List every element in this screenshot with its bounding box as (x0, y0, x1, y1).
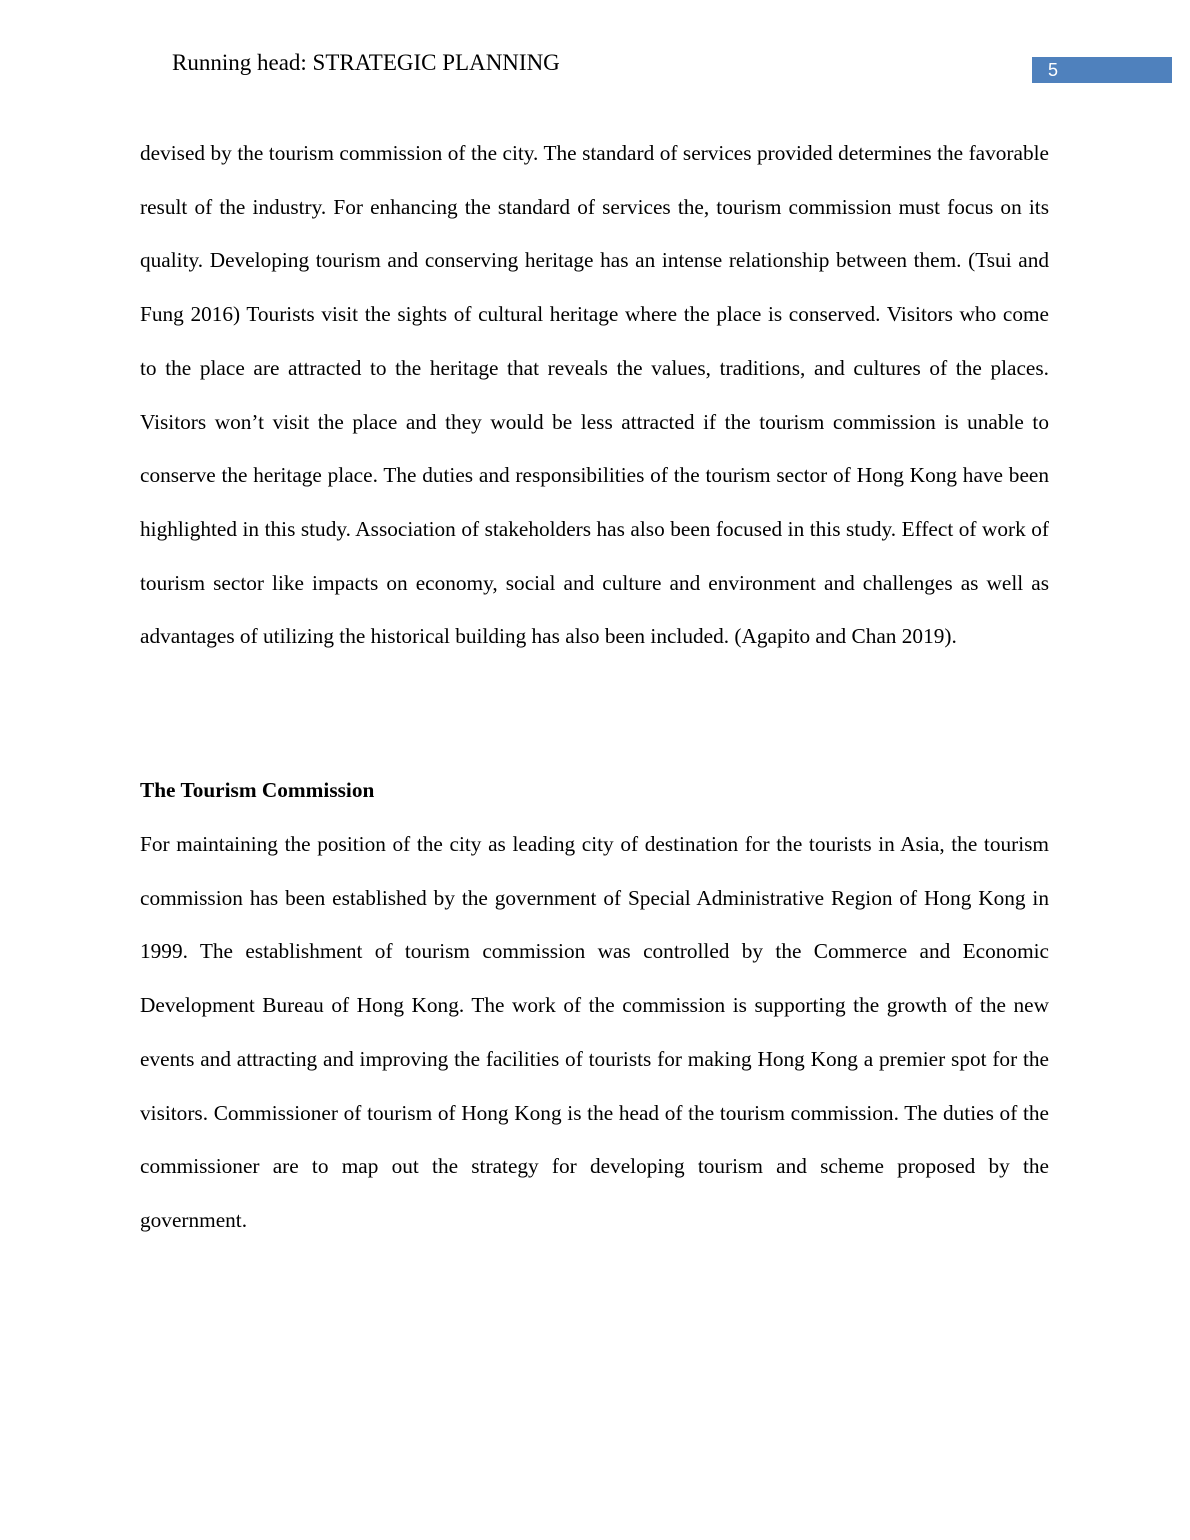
page-number-badge (1032, 57, 1172, 83)
section-heading: The Tourism Commission (140, 778, 375, 802)
running-head: Running head: STRATEGIC PLANNING (172, 50, 560, 75)
body-paragraph-2: For maintaining the position of the city as leading city of destination for the tourists in Asia, the tourism commission has been established by the government of Special Administrative Region of Hong Kong in 1999. The establishment of tourism commission was controlled by the Commerce and Economic Development Bureau of Hong Kong. The work of the commission is supporting the growth of the new events and attracting and improving the facilities of tourists for making Hong Kong a premier spot for the visitors. Commissioner of tourism of Hong Kong is the head of the tourism commission. The duties of the commissioner are to map out the strategy for developing tourism and scheme proposed by the government. (140, 832, 1049, 1232)
page-number: 5 (1048, 60, 1059, 80)
body-paragraph-1: devised by the tourism commission of the city. The standard of services provided determines the favorable result of the industry. For enhancing the standard of services the, tourism commission must focus on its quality. Developing tourism and conserving heritage has an intense relationship between them. (Tsui and Fung 2016) Tourists visit the sights of cultural heritage where the place is conserved. Visitors who come to the place are attracted to the heritage that reveals the values, traditions, and cultures of the places. Visitors won’t visit the place and they would be less attracted if the tourism commission is unable to conserve the heritage place. The duties and responsibilities of the tourism sector of Hong Kong have been highlighted in this study. Association of stakeholders has also been focused in this study. Effect of work of tourism sector like impacts on economy, social and culture and environment and challenges as well as advantages of utilizing the historical building has also been included. (Agapito and Chan 2019). (140, 141, 1049, 649)
